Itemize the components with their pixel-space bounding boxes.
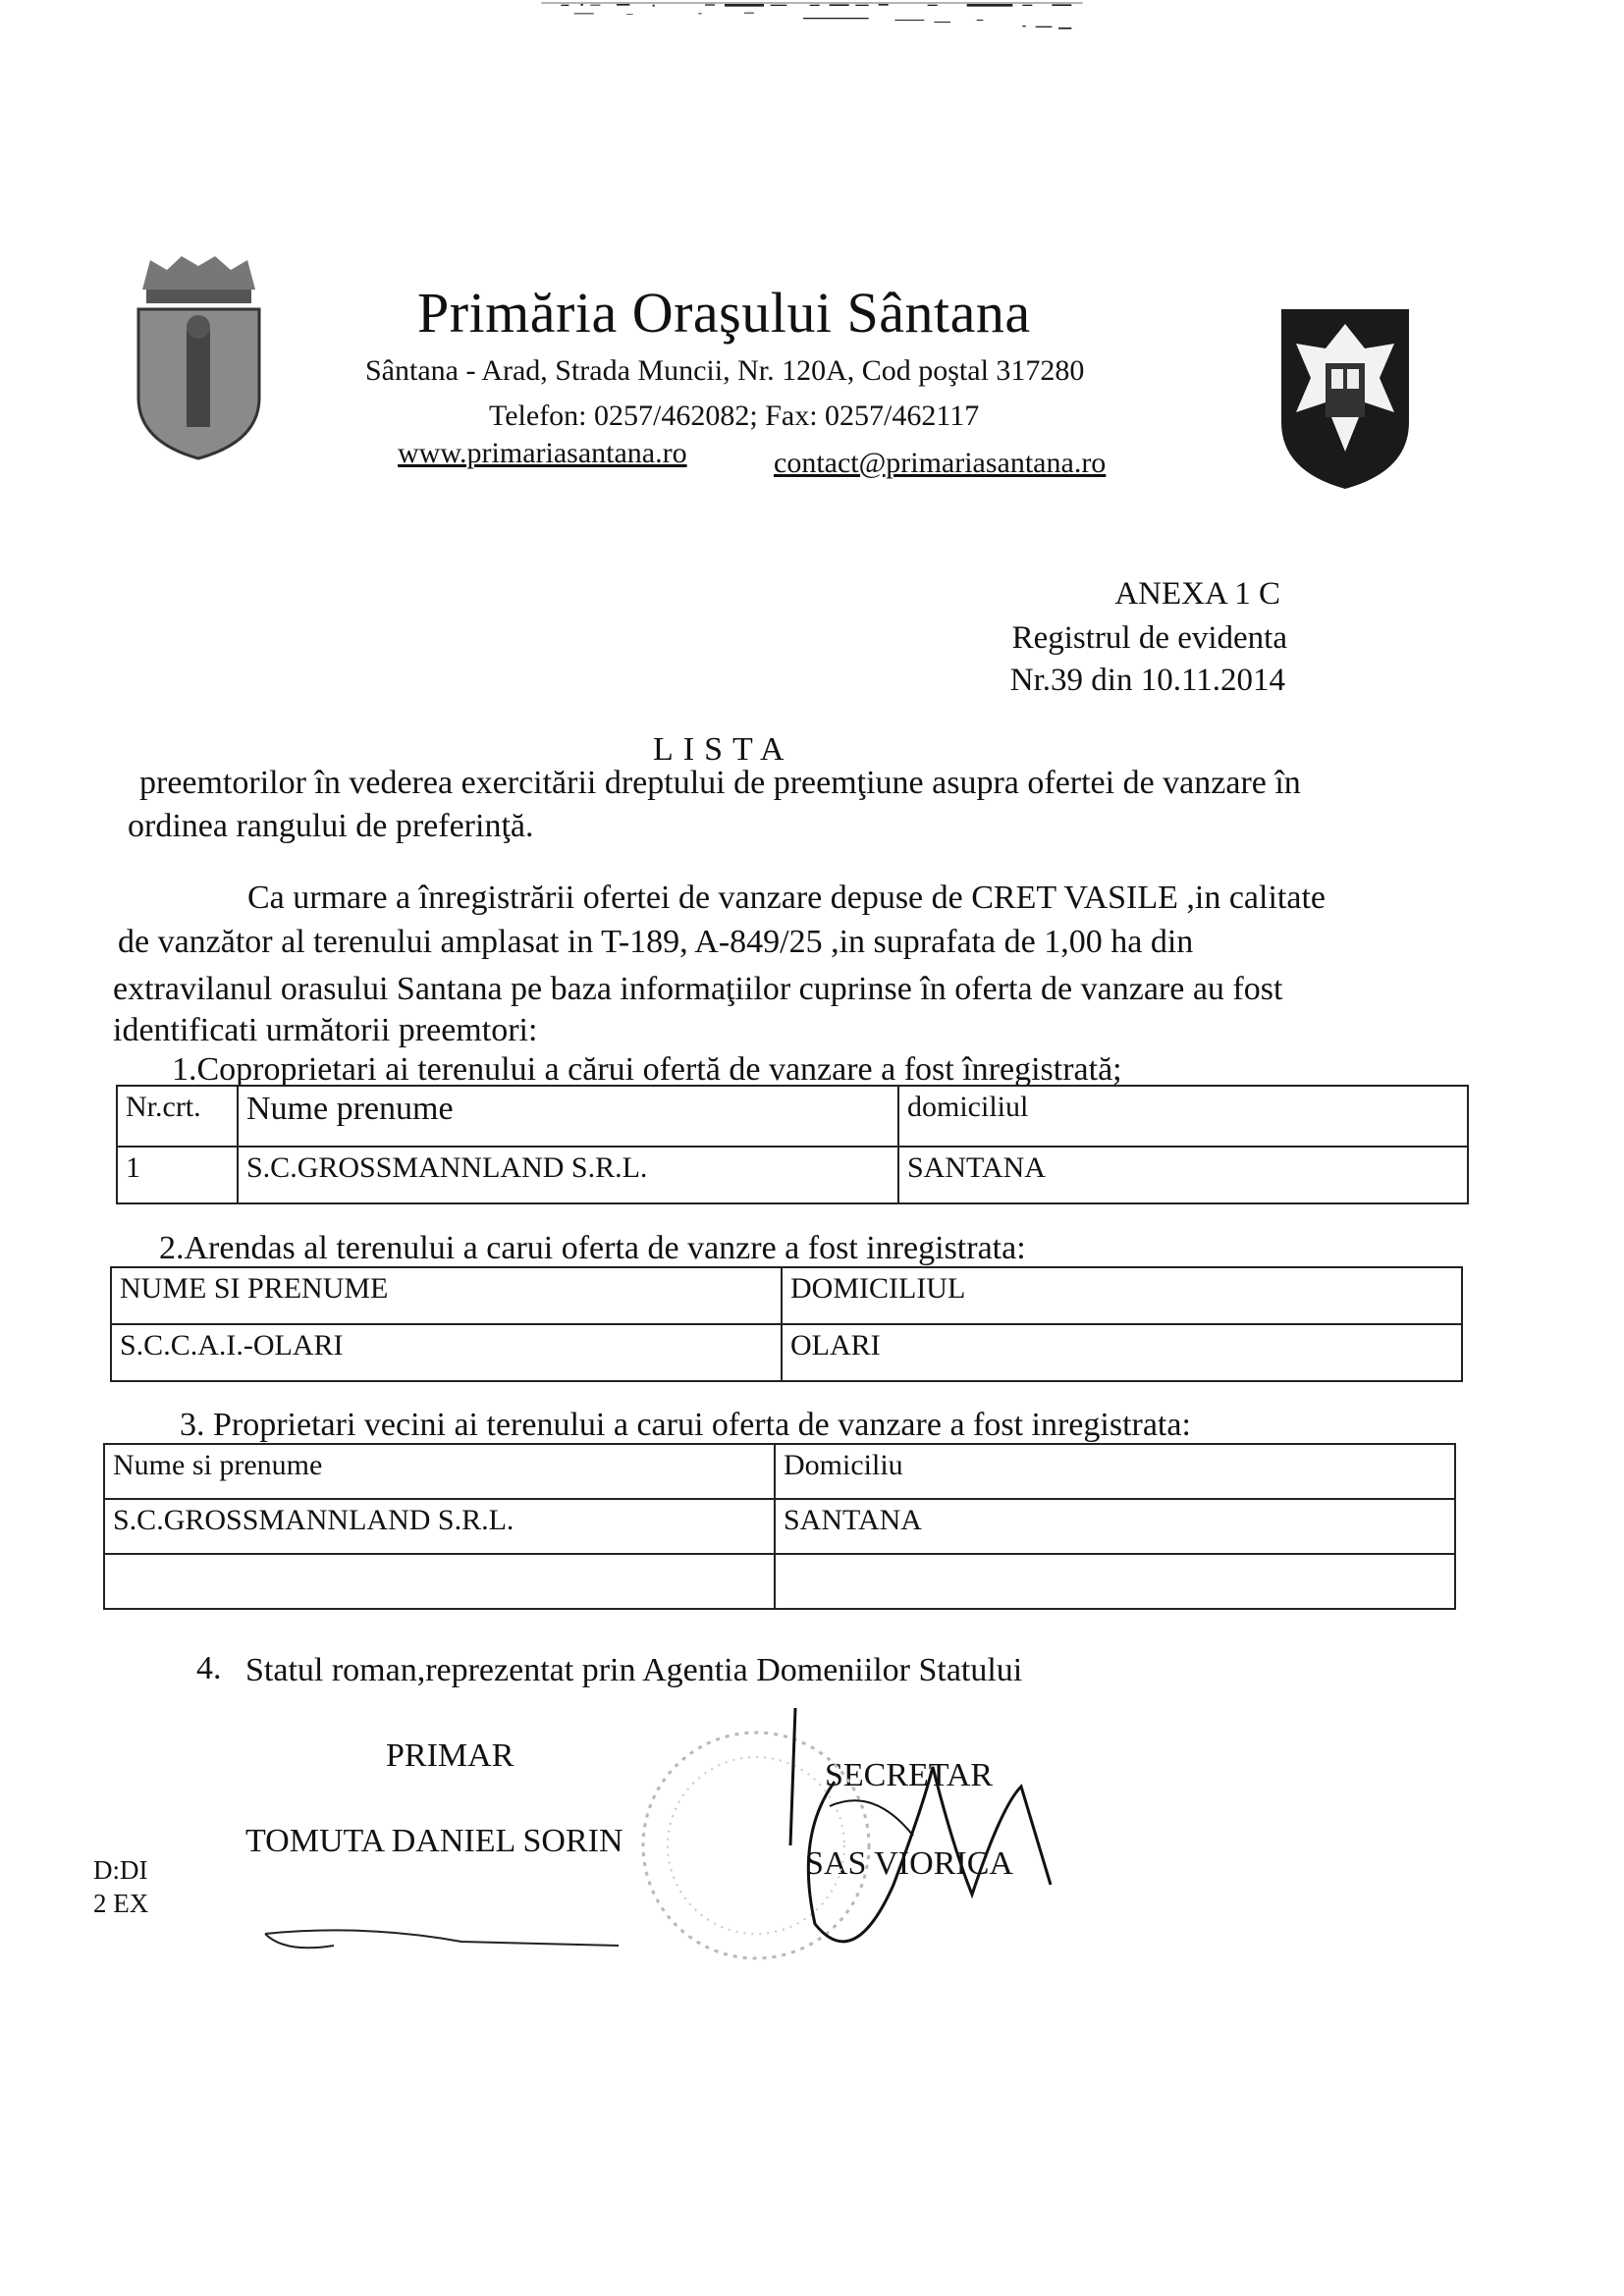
- annex-register: Registrul de evidenta: [1011, 620, 1287, 656]
- section4-text: Statul roman,reprezentat prin Agentia Domeniilor Statului: [245, 1652, 1023, 1688]
- mayor-title: PRIMAR: [386, 1737, 514, 1774]
- table-header-row: [111, 1267, 1462, 1324]
- column-header-name: NUME SI PRENUME: [111, 1267, 782, 1324]
- column-header-domicile: DOMICILIUL: [782, 1267, 1462, 1324]
- phone-fax-line: Telefon: 0257/462082; Fax: 0257/462117: [489, 400, 980, 432]
- cell-name: S.C.C.A.I.-OLARI: [111, 1324, 782, 1381]
- website-link[interactable]: www.primariasantana.ro: [398, 437, 687, 469]
- tenant-table: [110, 1266, 1463, 1382]
- cell-domicile: SANTANA: [775, 1499, 1455, 1554]
- table-header-row: [104, 1444, 1455, 1499]
- table-header-row: [117, 1086, 1468, 1147]
- table-row: [104, 1499, 1455, 1554]
- table-row: [111, 1324, 1462, 1381]
- secretary-title: SECRETAR: [825, 1757, 994, 1793]
- national-coat-of-arms-icon: [1276, 304, 1414, 491]
- cell-domicile: [775, 1554, 1455, 1609]
- section4-number: 4.: [196, 1650, 222, 1686]
- cell-name: S.C.GROSSMANNLAND S.R.L.: [104, 1499, 775, 1554]
- section3-heading: 3. Proprietari vecini ai terenului a carui oferta de vanzare a fost inregistrata:: [180, 1407, 1191, 1443]
- intro-line2: de vanzător al terenului amplasat in T-189, A-849/25 ,in suprafata de 1,00 ha din: [118, 924, 1194, 960]
- list-subtitle-line2: ordinea rangului de preferinţă.: [128, 808, 534, 844]
- document-code: D:DI: [93, 1855, 148, 1885]
- annex-label: ANEXA 1 C: [1114, 576, 1280, 612]
- cell-domicile: OLARI: [782, 1324, 1462, 1381]
- neighbours-table: [103, 1443, 1456, 1610]
- list-subtitle-line1: preemtorilor în vederea exercitării dreptului de preemţiune asupra ofertei de vanzare în: [139, 765, 1301, 801]
- table-row: [117, 1147, 1468, 1203]
- coowners-table: [116, 1085, 1469, 1204]
- section1-heading: 1.Coproprietari ai terenului a cărui ofertă de vanzare a fost înregistrată;: [172, 1051, 1122, 1088]
- cell-nr: 1: [117, 1147, 238, 1203]
- list-heading: LISTA: [653, 731, 794, 768]
- column-header-name: Nume si prenume: [104, 1444, 775, 1499]
- column-header-nr: Nr.crt.: [117, 1086, 238, 1147]
- intro-line1: Ca urmare a înregistrării ofertei de vanzare depuse de CRET VASILE ,in calitate: [247, 880, 1326, 916]
- page-title: Primăria Oraşului Sântana: [417, 281, 1031, 345]
- town-crest-icon: [133, 250, 265, 461]
- intro-line3: extravilanul orasului Santana pe baza informaţiilor cuprinse în oferta de vanzare au fost: [113, 971, 1283, 1007]
- annex-number: Nr.39 din 10.11.2014: [1009, 663, 1285, 698]
- copies-count: 2 EX: [93, 1889, 149, 1918]
- column-header-name: Nume prenume: [238, 1086, 898, 1147]
- intro-line4: identificati următorii preemtori:: [113, 1012, 538, 1048]
- mayor-name: TOMUTA DANIEL SORIN: [245, 1823, 623, 1859]
- scan-noise-top: [0, 0, 1624, 29]
- email-link[interactable]: contact@primariasantana.ro: [774, 447, 1107, 479]
- table-row: [104, 1554, 1455, 1609]
- address-line: Sântana - Arad, Strada Muncii, Nr. 120A, Cod poştal 317280: [365, 354, 1085, 387]
- cell-name: S.C.GROSSMANNLAND S.R.L.: [238, 1147, 898, 1203]
- cell-name: [104, 1554, 775, 1609]
- signature-stamp-graphic: [245, 1688, 1129, 2002]
- column-header-domicile: domiciliul: [898, 1086, 1468, 1147]
- secretary-name: SAS VIORICA: [805, 1845, 1013, 1882]
- section2-heading: 2.Arendas al terenului a carui oferta de vanzre a fost inregistrata:: [159, 1230, 1026, 1266]
- cell-domicile: SANTANA: [898, 1147, 1468, 1203]
- column-header-domicile: Domiciliu: [775, 1444, 1455, 1499]
